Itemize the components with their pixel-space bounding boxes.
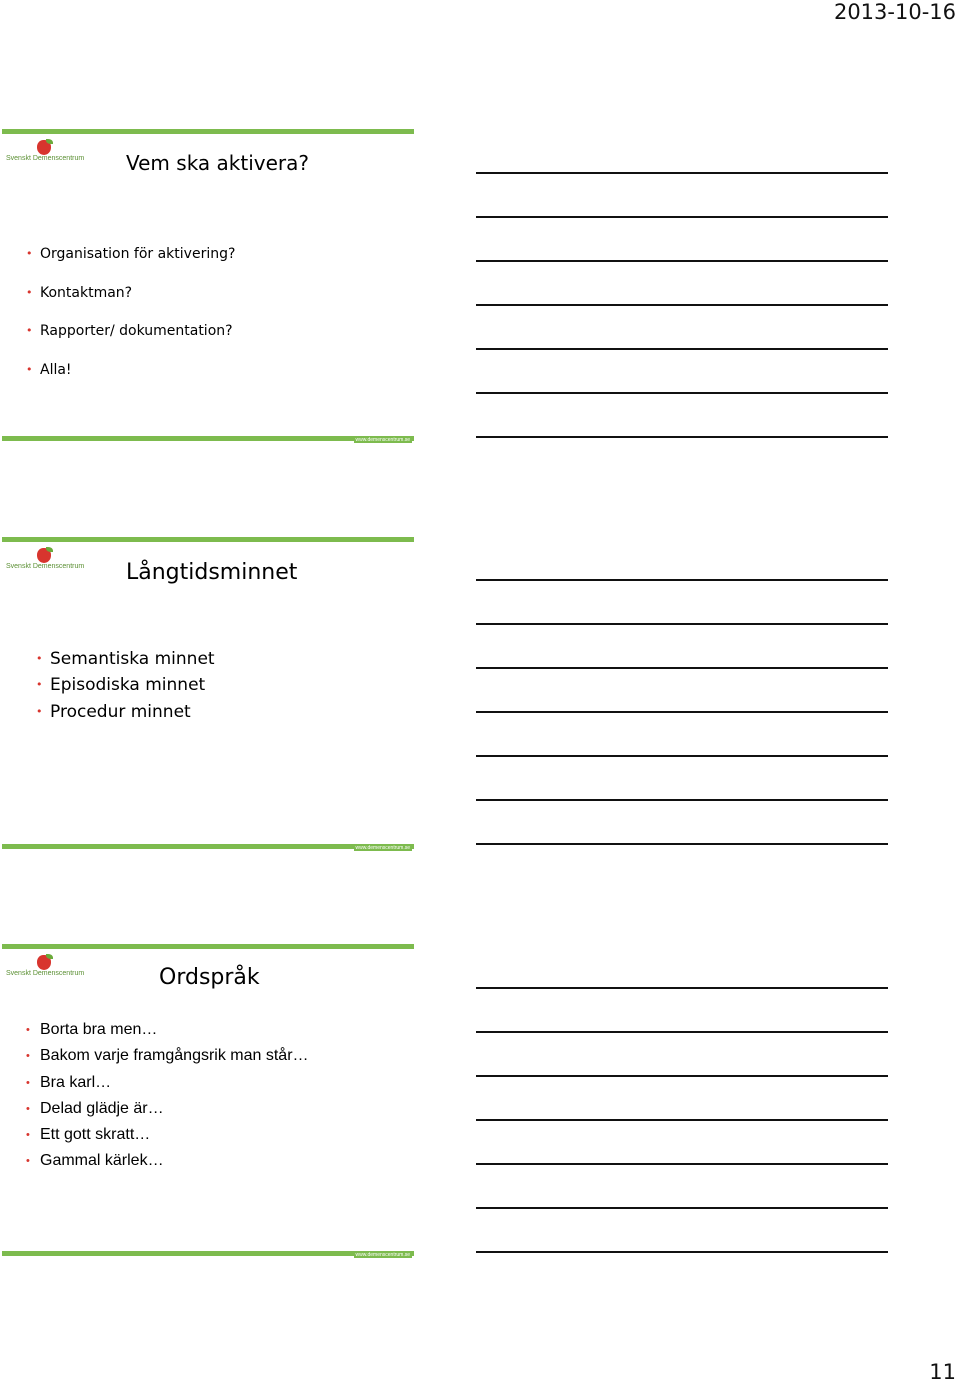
logo-text: Svenskt Demenscentrum (6, 970, 85, 977)
footer-url: www.demenscentrum.se (355, 845, 410, 851)
logo-text: Svenskt Demenscentrum (6, 563, 85, 570)
list-item: • Rapporter/ dokumentation? (26, 323, 233, 339)
bullet-icon: • (26, 362, 33, 376)
bullet-icon: • (36, 704, 43, 718)
slide-1 (2, 129, 414, 441)
note-line (476, 711, 888, 713)
bullet-icon: • (26, 1050, 30, 1063)
list-item: • Episodiska minnet (36, 675, 206, 696)
note-line (476, 1251, 888, 1253)
bullet-icon: • (36, 678, 43, 692)
slide-title: Långtidsminnet (126, 560, 298, 585)
bullet-icon: • (26, 285, 33, 299)
slide-top-bar (2, 537, 414, 542)
note-line (476, 987, 888, 989)
bullet-icon: • (26, 1129, 30, 1142)
list-item: • Semantiska minnet (36, 649, 215, 669)
note-line (476, 260, 888, 262)
note-line (476, 216, 888, 218)
list-item: • Borta bra men… (26, 1021, 158, 1038)
note-line (476, 392, 888, 394)
note-line (476, 1031, 888, 1033)
slide-top-bar (2, 944, 414, 949)
list-item: • Bakom varje framgångsrik man står… (26, 1047, 309, 1065)
footer-url: www.demenscentrum.se (355, 437, 410, 443)
bullet-icon: • (26, 1102, 30, 1115)
note-line (476, 1075, 888, 1077)
bullet-icon: • (36, 652, 43, 665)
bullet-list (26, 244, 235, 398)
slide-bottom-bar (2, 436, 414, 441)
list-item: • Delad glädje är… (26, 1099, 164, 1117)
list-item: • Ett gott skratt… (26, 1126, 151, 1144)
leaf-icon (46, 139, 53, 144)
page-number: 11 (929, 1360, 956, 1384)
note-line (476, 843, 888, 845)
note-line (476, 579, 888, 581)
footer-url: www.demenscentrum.se (355, 1252, 410, 1258)
list-item: • Alla! (26, 361, 72, 378)
logo (6, 954, 86, 984)
note-line (476, 304, 888, 306)
note-line (476, 667, 888, 669)
logo (6, 547, 86, 577)
bullet-icon: • (26, 1024, 30, 1036)
slide-bottom-bar (2, 844, 414, 849)
note-line (476, 1207, 888, 1209)
slide-bottom-bar (2, 1251, 414, 1256)
logo-text: Svenskt Demenscentrum (6, 155, 85, 162)
logo (6, 139, 86, 169)
slide-3 (2, 944, 414, 1256)
list-item: • Kontaktman? (26, 284, 133, 301)
note-line (476, 172, 888, 174)
note-line (476, 348, 888, 350)
bullet-icon: • (26, 247, 33, 260)
note-line (476, 623, 888, 625)
bullet-list (26, 1020, 309, 1178)
bullet-icon: • (26, 1155, 30, 1168)
leaf-icon (46, 954, 53, 959)
note-line (476, 1163, 888, 1165)
bullet-icon: • (26, 1076, 30, 1089)
slide-top-bar (2, 129, 414, 134)
slide-title: Ordspråk (159, 965, 260, 990)
slide-title: Vem ska aktivera? (126, 151, 310, 175)
note-line (476, 436, 888, 438)
leaf-icon (46, 547, 53, 552)
list-item: • Organisation för aktivering? (26, 246, 236, 262)
slide-2 (2, 537, 414, 849)
bullet-icon: • (26, 324, 33, 337)
list-item: • Procedur minnet (36, 701, 191, 722)
bullet-list (36, 648, 215, 727)
note-line (476, 1119, 888, 1121)
note-line (476, 755, 888, 757)
document-date: 2013-10-16 (833, 0, 956, 24)
note-line (476, 799, 888, 801)
list-item: • Bra karl… (26, 1073, 112, 1091)
list-item: • Gammal kärlek… (26, 1152, 164, 1170)
